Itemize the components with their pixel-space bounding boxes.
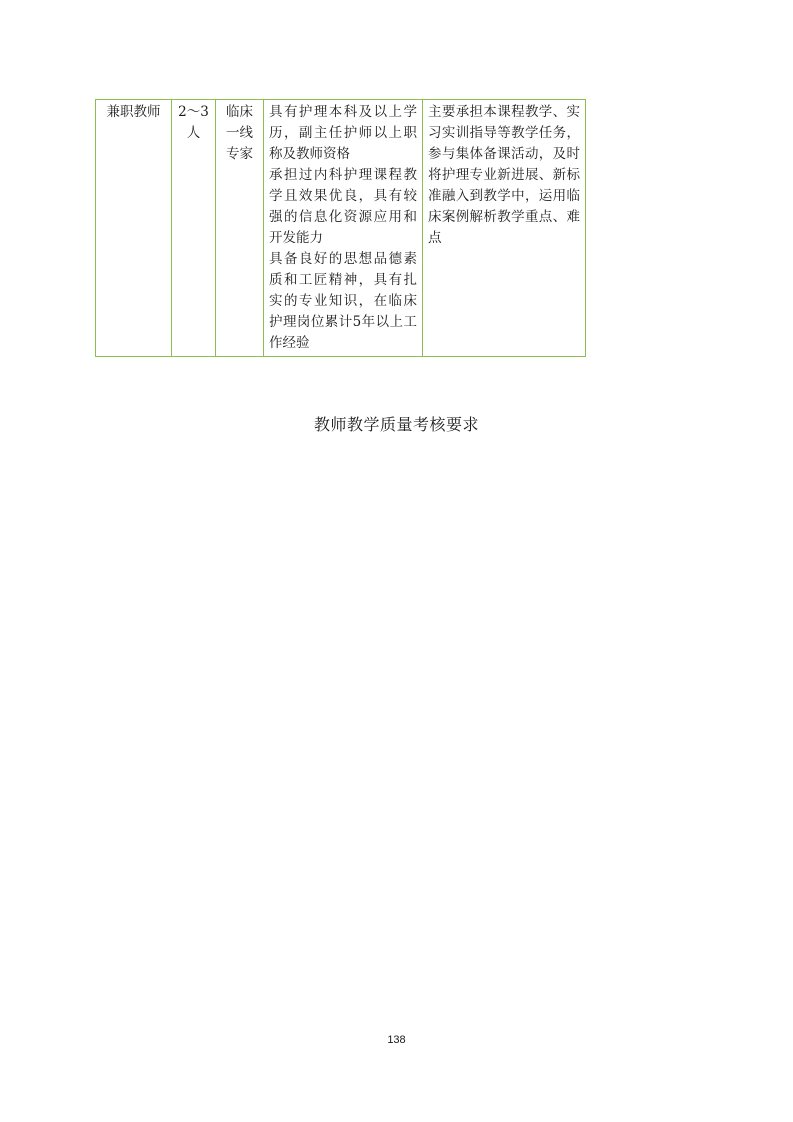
teacher-count: 2～3人 bbox=[178, 104, 209, 141]
requirements-list bbox=[264, 100, 422, 356]
duties-text: 主要承担本课程教学、实习实训指导等教学任务，参与集体备课活动，及时将护理专业新进展、新标准融入到教学中，运用临床案例解析教学重点、难点 bbox=[428, 104, 580, 246]
requirement-item: 具有护理本科及以上学历，副主任护师以上职称及教师资格 bbox=[269, 104, 417, 162]
teacher-type-cell bbox=[96, 100, 172, 357]
duties-cell bbox=[423, 100, 586, 357]
requirements-cell bbox=[264, 100, 423, 357]
teacher-source: 临床一线专家 bbox=[226, 104, 253, 162]
requirement-item: 承担过内科护理课程教学且效果优良，具有较强的信息化资源应用和开发能力 bbox=[269, 167, 417, 246]
table-row bbox=[96, 100, 586, 357]
section-title: 教师教学质量考核要求 bbox=[313, 415, 479, 434]
teacher-count-cell bbox=[172, 100, 216, 357]
page-number: 138 bbox=[387, 1034, 406, 1046]
requirement-item: 具备良好的思想品德素质和工匠精神，具有扎实的专业知识，在临床护理岗位累计5年以上工作经验 bbox=[269, 251, 417, 351]
teacher-source-cell bbox=[216, 100, 264, 357]
teacher-type: 兼职教师 bbox=[106, 104, 161, 120]
staff-table bbox=[95, 99, 586, 357]
